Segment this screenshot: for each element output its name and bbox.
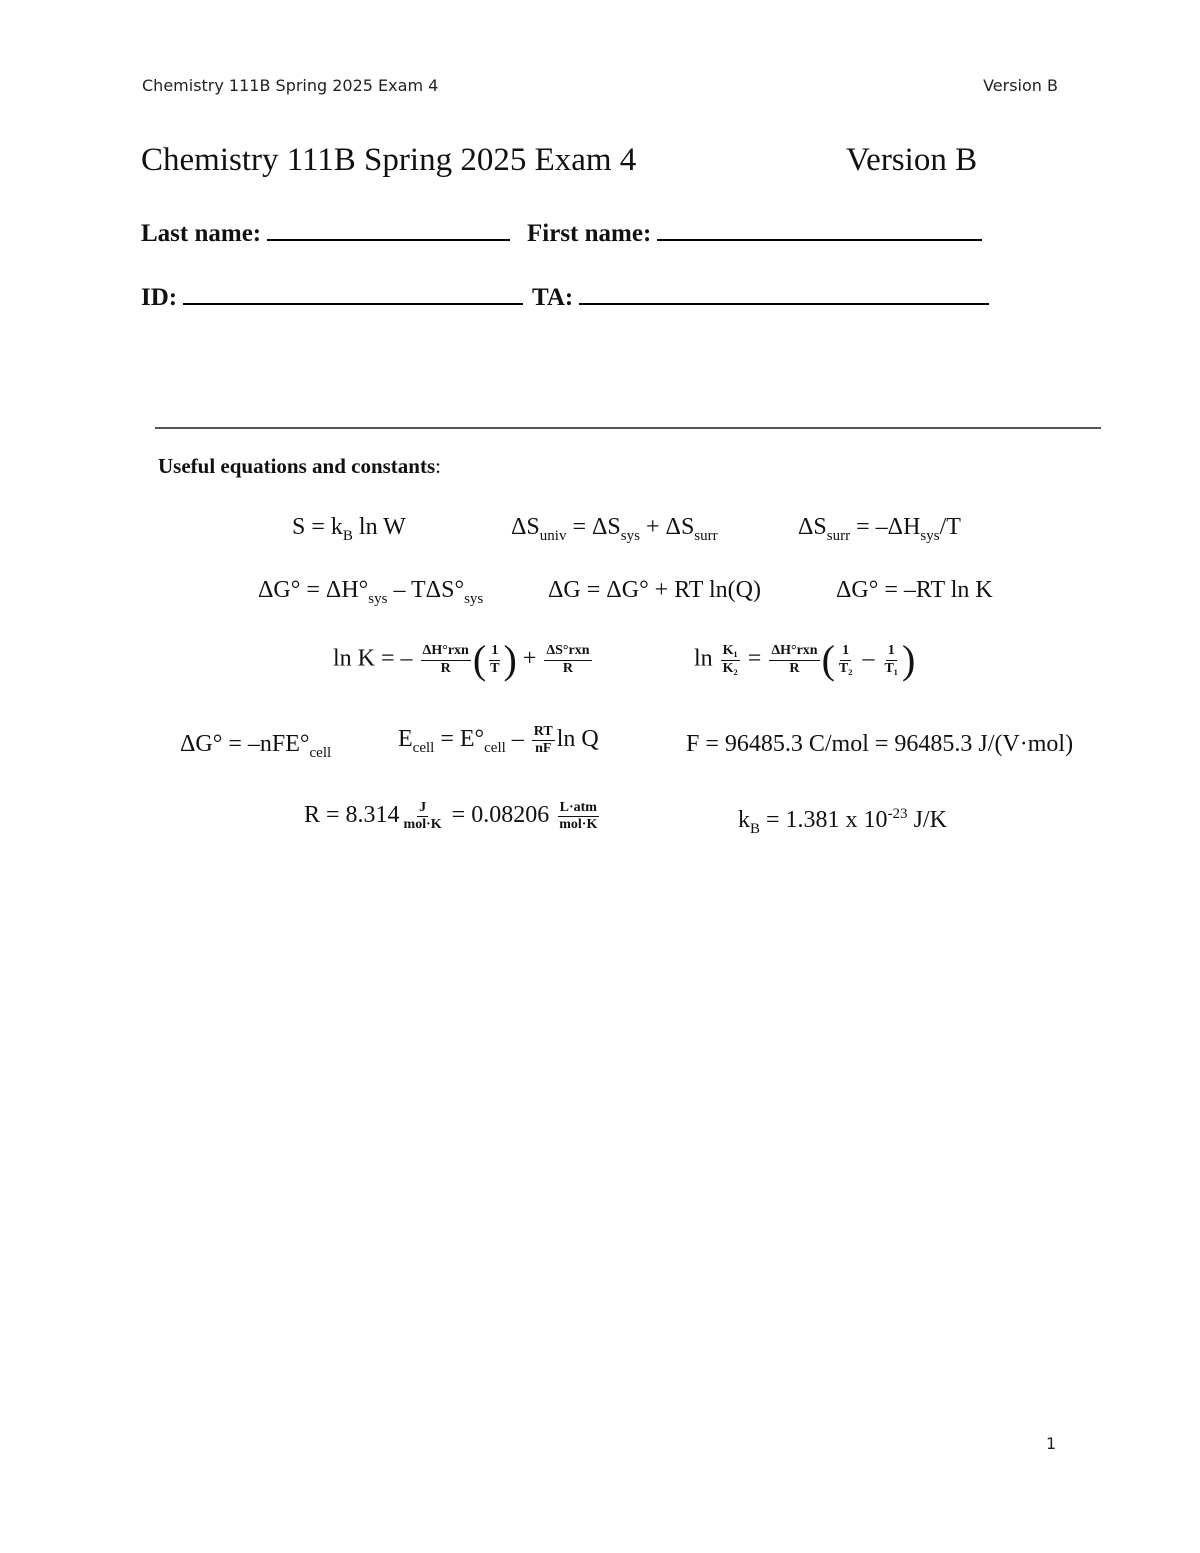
frac-dh-over-r: $\frac{\text{ΔH°rxn}}{R}$ <box>422 643 469 676</box>
exam-version: Version B <box>846 142 978 178</box>
equations-heading <box>158 454 441 479</box>
frac-latm-over-molk: $\frac{\text{L·atm}}{\text{mol·K}}$ <box>559 800 598 833</box>
eq-gibbs-q: ΔG = ΔG° + RT ln(Q) <box>548 577 761 603</box>
eq-nernst: $E_{cell} = E^\circ_{cell}$ – $\frac{RT}{nF}$ ln Q <box>398 724 599 757</box>
frac-one-over-t: $\frac{1}{T}$ <box>490 643 500 676</box>
frac-one-over-t2: $\frac{1}{\text{T₂}}$ <box>838 643 853 676</box>
frac-dh-over-r-2: $\frac{\text{ΔH°rxn}}{R}$ <box>771 643 818 676</box>
ta-blank[interactable] <box>579 303 989 305</box>
frac-rt-over-nf: $\frac{RT}{nF}$ <box>533 724 553 757</box>
last-name-label: Last name: <box>141 220 262 247</box>
eq-boltzmann-entropy: $S = k_B$ ln W <box>292 514 406 544</box>
eq-delta-s-univ: $\Delta S_{univ} = \Delta S_{sys} + \Delta S_{surr}$ <box>511 514 718 544</box>
eq-ln-k: ln K = – $\frac{\text{ΔH°rxn}}{R}$ ( $\frac{1}{T}$ ) + $\frac{\text{ΔS°rxn}}{R}$ <box>333 637 590 682</box>
equations-heading-colon: : <box>435 454 441 478</box>
eq-gibbs-standard: $\Delta G^\circ = \Delta H^\circ_{sys} - T\Delta S^\circ_{sys}$ <box>258 577 484 607</box>
section-divider <box>155 427 1101 429</box>
id-label: ID: <box>141 284 178 311</box>
first-name-blank[interactable] <box>657 239 982 241</box>
last-name-blank[interactable] <box>267 239 510 241</box>
ta-label: TA: <box>532 284 574 311</box>
last-name-row <box>141 220 510 248</box>
id-row <box>141 284 523 312</box>
first-name-label: First name: <box>527 220 652 247</box>
eq-gibbs-k: ΔG° = –RT ln K <box>836 577 993 603</box>
eq-faraday: F = 96485.3 C/mol = 96485.3 J/(V·mol) <box>686 731 1074 757</box>
frac-j-over-molk: $\frac{J}{\text{mol·K}}$ <box>403 800 442 833</box>
running-header-right: Version B <box>983 76 1058 95</box>
frac-one-over-t1: $\frac{1}{\text{T₁}}$ <box>884 643 898 676</box>
running-header-left: Chemistry 111B Spring 2025 Exam 4 <box>142 76 439 95</box>
frac-k1-over-k2: $\frac{\text{K₁}}{\text{K₂}}$ <box>722 643 738 676</box>
page-number: 1 <box>1046 1434 1057 1453</box>
ta-row <box>532 284 989 312</box>
equations-heading-text: Useful equations and constants <box>158 454 436 478</box>
eq-delta-s-surr: $\Delta S_{surr} = -\Delta H_{sys}/T$ <box>798 514 961 544</box>
exam-title: Chemistry 111B Spring 2025 Exam 4 <box>141 142 637 178</box>
first-name-row <box>527 220 982 248</box>
eq-gas-constant: R = 8.314 $\frac{J}{\text{mol·K}}$ = 0.08206 $\frac{\text{L·atm}}{\text{mol·K}}$ <box>304 800 598 833</box>
eq-gibbs-cell: $\Delta G^\circ = -nFE^\circ_{cell}$ <box>180 731 332 761</box>
frac-ds-over-r: $\frac{\text{ΔS°rxn}}{R}$ <box>546 643 590 676</box>
eq-boltzmann-constant: $k_B = 1.381$ x $10^{-23}$ J/K <box>738 806 947 837</box>
id-blank[interactable] <box>183 303 523 305</box>
eq-vant-hoff: ln $\frac{\text{K₁}}{\text{K₂}}$ = $\frac{\text{ΔH°rxn}}{R}$ ( $\frac{1}{\text{T₂}}$ – $\frac{1}{\text{T₁}}$ ) <box>694 637 916 682</box>
